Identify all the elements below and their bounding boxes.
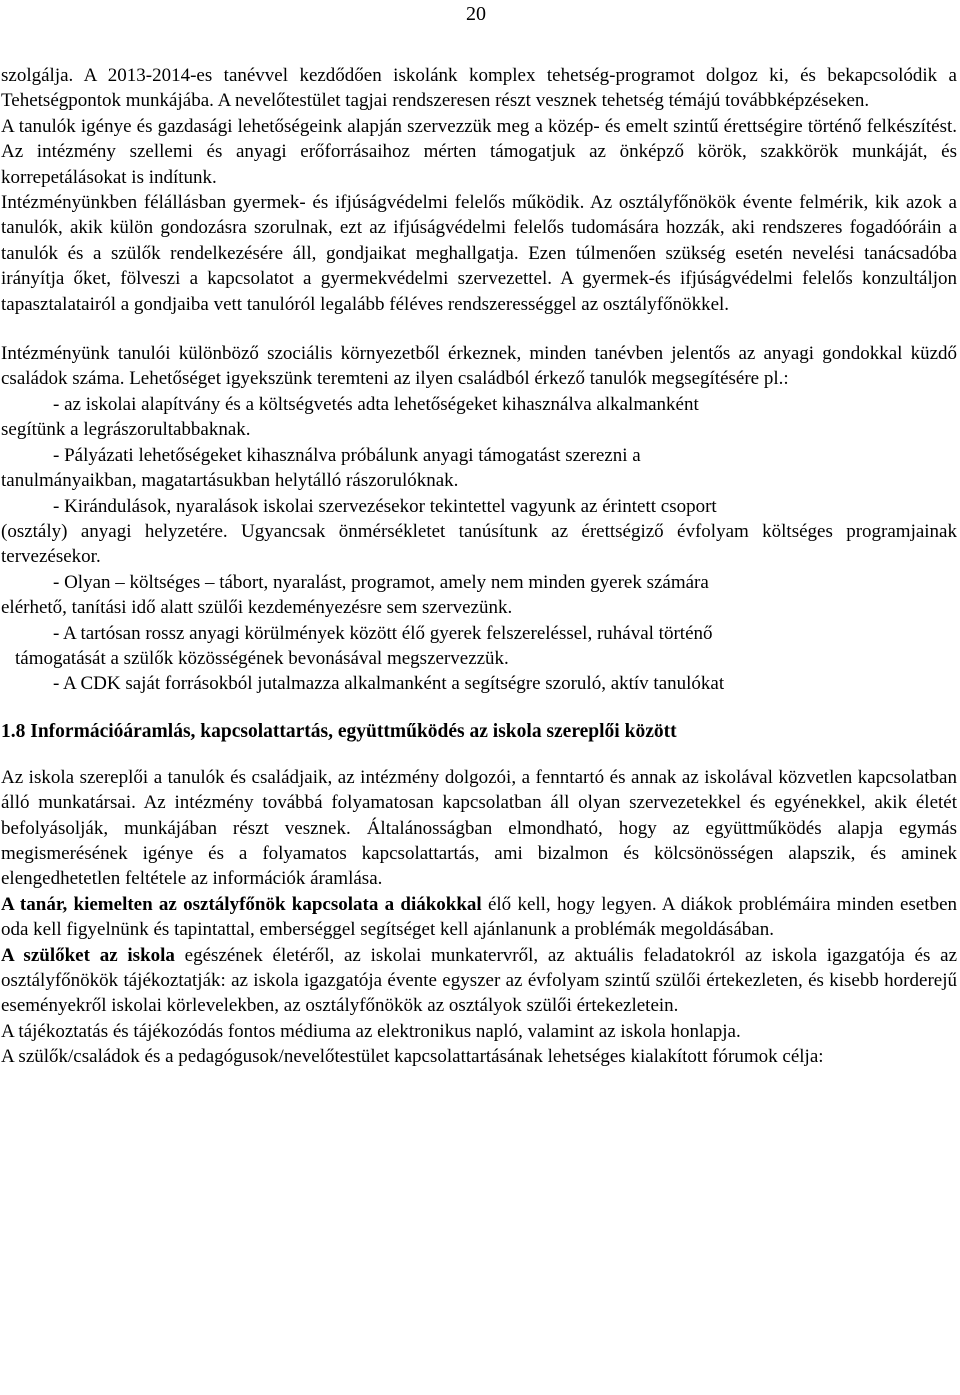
list-item — [1, 392, 957, 443]
list-item-continuation: támogatását a szülők közösségének bevonásával megszervezzük. — [15, 647, 509, 669]
list-item-continuation: segítünk a legrászorultabbaknak. — [1, 419, 251, 441]
paragraph: A tanulók igénye és gazdasági lehetőségeink alapján szervezzük meg a közép- és emelt szintű érettségire történő felkészítést. Az intézmény szellemi és anyagi erőforrásaihoz mérten támogatjuk az önképző körök, szakkörök munkáját, és korrepetálásokat is indítunk. — [1, 115, 957, 188]
section-heading: 1.8 Információáramlás, kapcsolattartás, együttműködés az iskola szereplői között — [1, 720, 677, 742]
paragraph-parents: A szülőket az iskola egészének életéről, az iskolai munkatervről, az aktuális feladatokról az iskola igazgatója és az osztályfőnökök tájékoztatják: az iskola igazgatója évente egyszer az évfolyam szintű szülői értekezleten, és kisebb horderejű eseményekről iskolai körlevelekben, az osztályfőnökök az osztályok szülői értekezletein. — [1, 944, 957, 1017]
paragraph: A tájékoztatás és tájékozódás fontos médiuma az elektronikus napló, valamint az iskola honlapja. — [1, 1020, 741, 1042]
list-item — [1, 570, 957, 621]
page-number: 20 — [466, 3, 486, 25]
paragraph-social-intro: Intézményünk tanulói különböző szociális környezetből érkeznek, minden tanévben jelentős az anyagi gondokkal küzdő családok száma. Lehetőséget igyekszünk teremteni az ilyen családból érkező tanulók megsegítésére pl.: — [1, 343, 957, 390]
list-item — [1, 494, 957, 570]
document-body — [1, 63, 957, 1070]
support-list — [1, 392, 957, 697]
bold-lead: A szülőket az iskola — [1, 944, 175, 966]
paragraph: Az iskola szereplői a tanulók és családjaik, az intézmény dolgozói, a fenntartó és annak az iskolával közvetlen kapcsolatban álló munkatársai. Az intézmény továbbá folyamatosan kapcsolatban áll olyan szervezetekkel és egyénekkel, akik életét befolyásolják, munkájában részt vesznek. Általánosságban elmondható, hogy az együttműködés alapja egymás megismerésének igénye és a folyamatos kapcsolattartás, ami bizalmon és kölcsönösségen alapszik, és aminek elengedhetetlen feltétele az információk áramlása. — [1, 766, 957, 890]
list-item-first-line: - A tartósan rossz anyagi körülmények között élő gyerek felszereléssel, ruhával történő — [53, 622, 713, 644]
paragraph: szolgálja. A 2013-2014-es tanévvel kezdődően iskolánk komplex tehetség-programot dolgoz ki, és bekapcsolódik a Tehetségpontok munkájába. A nevelőtestület tagjai rendszeresen részt vesznek tehetség témájú továbbképzéseken. — [1, 65, 957, 112]
list-item — [1, 671, 957, 696]
paragraph: Intézményünkben félállásban gyermek- és ifjúságvédelmi felelős működik. Az osztályfőnökök évente felmérik, kik azok a tanulók, akik külön gondozásra szorulnak, ezt az ifjúságvédelmi felelős tudomására hozzák, aki rendszeres fogadóóráin a tanulók és a szülők rendelkezésére áll, gondjaikat meghallgatja. Ezen túlmenően szükség esetén nevelési tanácsadóba irányítja őket, fölveszi a kapcsolatot a gyermekvédelmi szervezettel. A gyermek-és ifjúságvédelmi felelős konzultáljon tapasztalatairól a gondjaiba vett tanulóról legalább féléves rendszerességgel az osztályfőnökkel. — [1, 192, 957, 315]
list-item-first-line: - Kirándulások, nyaralások iskolai szervezésekor tekintettel vagyunk az érintett csoport — [53, 495, 717, 517]
list-item-first-line: - Olyan – költséges – tábort, nyaralást, programot, amely nem minden gyerek számára — [53, 571, 709, 593]
paragraph-teacher: A tanár, kiemelten az osztályfőnök kapcsolata a diákokkal élő kell, hogy legyen. A diákok problémáira minden esetben oda kell figyelnünk és tapintattal, emberséggel segítséget kell ajánlanunk a problémák megoldásában. — [1, 893, 957, 941]
list-item-continuation: elérhető, tanítási idő alatt szülői kezdeményezésre sem szervezünk. — [1, 597, 513, 619]
list-item — [1, 443, 957, 494]
list-item — [1, 621, 957, 672]
list-item-first-line: - Pályázati lehetőségeket kihasználva próbálunk anyagi támogatást szerezni a — [53, 444, 641, 466]
list-item-first-line: - az iskolai alapítvány és a költségvetés adta lehetőségeket kihasználva alkalmanként — [53, 393, 699, 415]
list-item-first-line: - A CDK saját forrásokból jutalmazza alkalmanként a segítségre szoruló, aktív tanulókat — [53, 673, 725, 695]
bold-lead: A tanár, kiemelten az osztályfőnök kapcsolata a diákokkal — [1, 893, 482, 915]
list-item-continuation: (osztály) anyagi helyzetére. Ugyancsak önmérsékletet tanúsítunk az érettségiző évfolyam költséges programjainak tervezésekor. — [1, 520, 957, 568]
paragraph: A szülők/családok és a pedagógusok/nevelőtestület kapcsolattartásának lehetséges kialakított fórumok célja: — [1, 1046, 824, 1068]
list-item-continuation: tanulmányaikban, magatartásukban helytálló rászorulóknak. — [1, 470, 459, 492]
